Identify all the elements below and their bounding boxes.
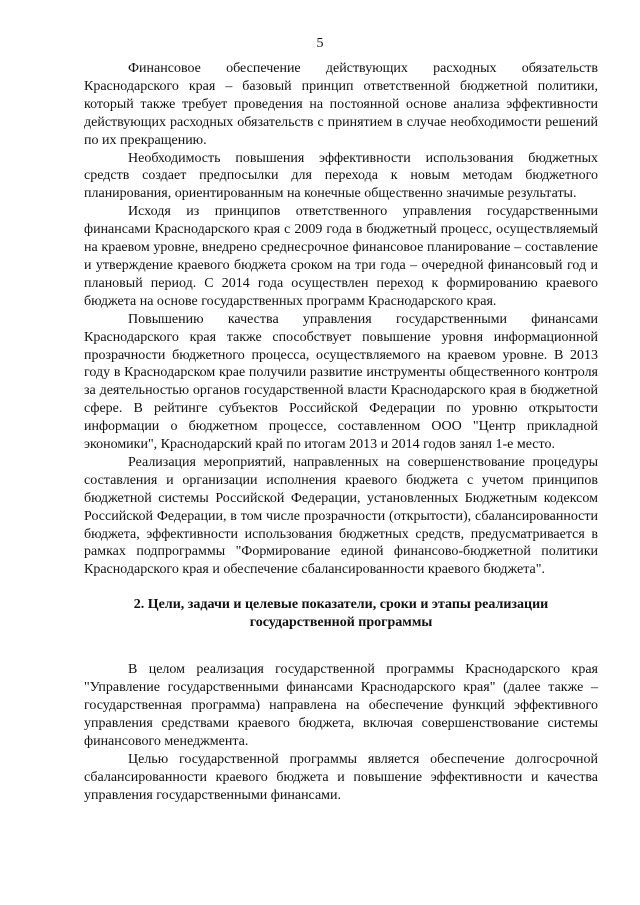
paragraph-subprogram-measures: Реализация мероприятий, направленных на совершенствование процедуры составления и организации исполнения краевого бюджета с учетом принципов бюджетной системы Российской Федерации, установленных Бюджетным кодексом Российской Федерации, в том числе прозрачности (открытости), сбалансированности бюджета, эффективности использования бюджетных средств, предусматривается в рамках подпрограммы "Формирование единой финансово-бюджетной политики Краснодарского края и обеспечение сбалансированности краевого бюджета".: [84, 454, 598, 578]
paragraph-budget-transparency: Повышению качества управления государственными финансами Краснодарского края также способствует повышение уровня информационной прозрачности бюджетного процесса, осуществляемого на краевом уровне. В 2013 году в Краснодарском крае получили развитие инструменты общественного контроля за деятельностью органов государственной власти Краснодарского края в бюджетной сфере. В рейтинге субъектов Российской Федерации по уровню открытости информации о бюджетном процессе, составленном ООО "Центр прикладной экономики", Краснодарский край по итогам 2013 и 2014 годов занял 1-е место.: [84, 311, 598, 453]
section-heading: 2. Цели, задачи и целевые показатели, сроки и этапы реализации государственной программы: [133, 597, 549, 631]
paragraph-program-overview: В целом реализация государственной программы Краснодарского края "Управление государственными финансами Краснодарского края" (далее также – государственная программа) направлена на обеспечение функций эффективного управления средствами краевого бюджета, включая совершенствование системы финансового менеджмента.: [84, 662, 598, 749]
page-content: [84, 60, 598, 805]
paragraph-financial-obligations: Финансовое обеспечение действующих расходных обязательств Краснодарского края – базовый принцип ответственной бюджетной политики, который также требует проведения на постоянной основе анализа эффективности действующих расходных обязательств с принятием в случае необходимости решений по их прекращению.: [84, 61, 598, 148]
paragraph-medium-term-planning: Исходя из принципов ответственного управления государственными финансами Краснодарского края с 2009 года в бюджетный процесс, осуществляемый на краевом уровне, внедрено среднесрочное финансовое планирование – составление и утверждение краевого бюджета сроком на три года – очередной финансовый год и плановый период. С 2014 года осуществлен переход к формированию краевого бюджета на основе государственных программ Краснодарского края.: [84, 204, 598, 309]
paragraph-budget-efficiency: Необходимость повышения эффективности использования бюджетных средств создает предпосылки для перехода к новым методам бюджетного планирования, ориентированным на конечные общественно значимые результаты.: [84, 150, 598, 202]
page-number: 5: [316, 36, 324, 51]
paragraph-program-goal: Целью государственной программы является обеспечение долгосрочной сбалансированности краевого бюджета и повышение эффективности и качества управления государственными финансами.: [84, 751, 598, 803]
